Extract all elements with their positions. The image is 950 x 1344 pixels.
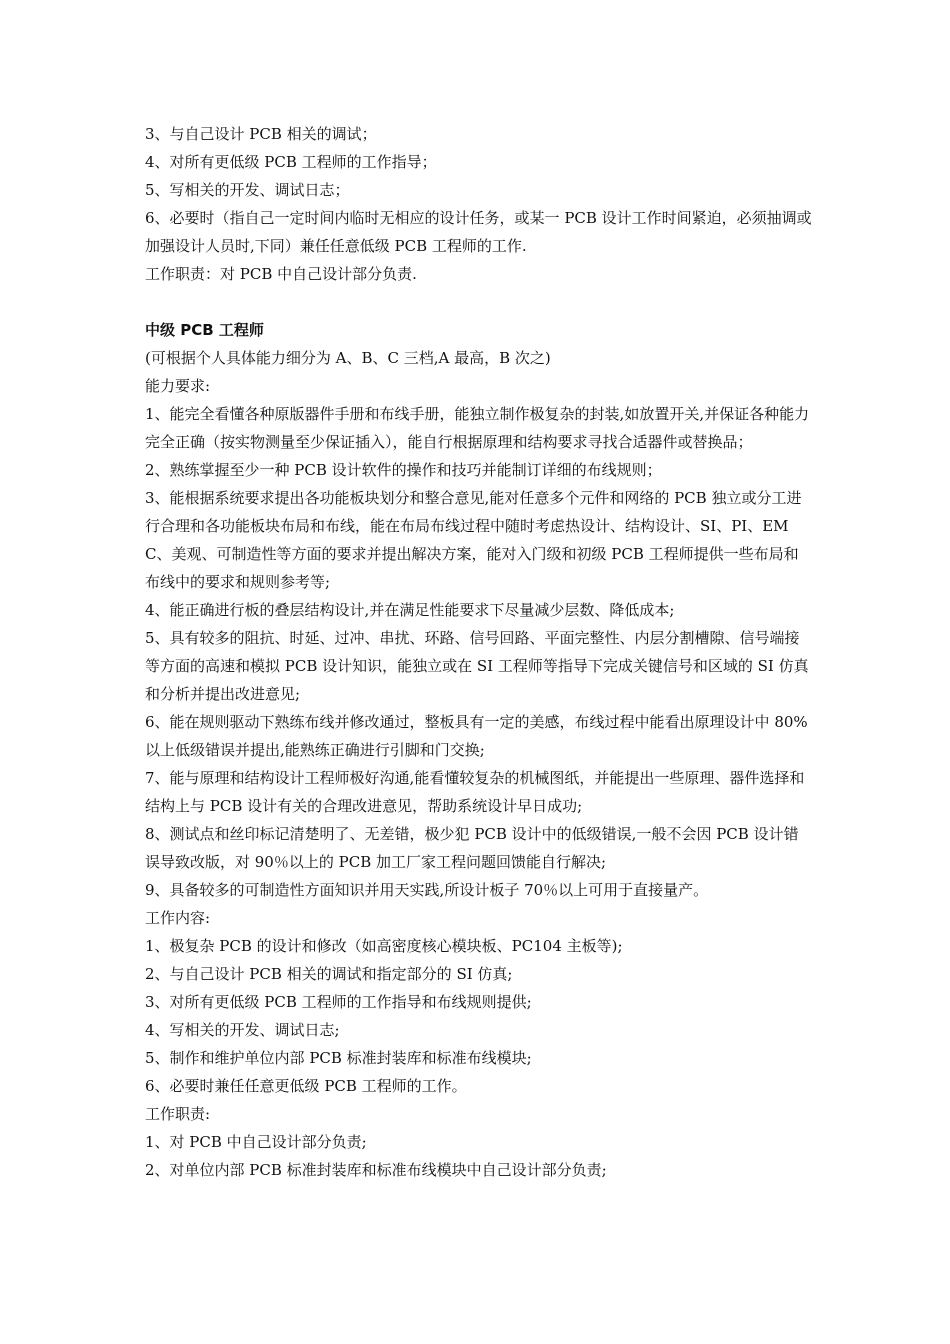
work-item-1: 1、极复杂 PCB 的设计和修改（如高密度核心模块板、PC104 主板等);: [145, 937, 623, 955]
duty-heading: 工作职责:: [145, 1105, 211, 1123]
section-title: 中级 PCB 工程师: [145, 321, 264, 339]
work-item-5: 5、制作和维护单位内部 PCB 标准封装库和标准布线模块;: [145, 1049, 532, 1067]
ability-item-4: 4、能正确进行板的叠层结构设计,并在满足性能要求下尽量减少层数、降低成本;: [145, 601, 675, 619]
ability-item-8: 8、测试点和丝印标记清楚明了、无差错，极少犯 PCB 设计中的低级错误,一般不会因 PCB 设计错误导致改版，对 90％以上的 PCB 加工厂家工程问题回馈能自行解决;: [145, 825, 799, 871]
ability-item-3: 3、能根据系统要求提出各功能板块划分和整合意见,能对任意多个元件和网络的 PCB 独立或分工进行合理和各功能板块布局和布线，能在布局布线过程中随时考虑热设计、结构设计、SI、PI、EMC、美观、可制造性等方面的要求并提出解决方案，能对入门级和初级 PCB 工程师提供一些布局和布线中的要求和规则参考等;: [145, 489, 802, 591]
section-subtitle: (可根据个人具体能力细分为 A、B、C 三档,A 最高，B 次之): [145, 349, 551, 367]
duty-item-1: 1、对 PCB 中自己设计部分负责;: [145, 1133, 367, 1151]
ability-item-7: 7、能与原理和结构设计工程师极好沟通,能看懂较复杂的机械图纸，并能提出一些原理、器件选择和结构上与 PCB 设计有关的合理改进意见，帮助系统设计早日成功;: [145, 769, 805, 815]
prev-item-5: 5、写相关的开发、调试日志；: [145, 181, 350, 199]
ability-item-5: 5、具有较多的阻抗、时延、过冲、串扰、环路、信号回路、平面完整性、内层分割槽隙、信号端接等方面的高速和模拟 PCB 设计知识，能独立或在 SI 工程师等指导下完成关键信号和区域的 SI 仿真和分析并提出改进意见;: [145, 629, 809, 703]
ability-item-6: 6、能在规则驱动下熟练布线并修改通过，整板具有一定的美感，布线过程中能看出原理设计中 80%以上低级错误并提出,能熟练正确进行引脚和门交换;: [145, 713, 808, 759]
ability-heading: 能力要求:: [145, 377, 211, 395]
prev-item-3: 3、与自己设计 PCB 相关的调试；: [145, 125, 377, 143]
ability-item-2: 2、熟练掌握至少一种 PCB 设计软件的操作和技巧并能制订详细的布线规则；: [145, 461, 662, 479]
duty-item-2: 2、对单位内部 PCB 标准封装库和标准布线模块中自己设计部分负责;: [145, 1161, 607, 1179]
work-item-2: 2、与自己设计 PCB 相关的调试和指定部分的 SI 仿真;: [145, 965, 513, 983]
ability-item-1: 1、能完全看懂各种原版器件手册和布线手册，能独立制作极复杂的封装,如放置开关,并保证各种能力完全正确（按实物测量至少保证插入），能自行根据原理和结构要求寻找合适器件或替换品；: [145, 405, 810, 451]
work-item-6: 6、必要时兼任任意更低级 PCB 工程师的工作。: [145, 1077, 467, 1095]
ability-item-9: 9、具备较多的可制造性方面知识并用天实践,所设计板子 70％以上可用于直接量产。: [145, 881, 709, 899]
work-heading: 工作内容:: [145, 909, 211, 927]
prev-responsibility: 工作职责：对 PCB 中自己设计部分负责.: [145, 265, 417, 283]
work-item-3: 3、对所有更低级 PCB 工程师的工作指导和布线规则提供;: [145, 993, 532, 1011]
document-page: [145, 120, 813, 1184]
paragraph-gap: [145, 288, 813, 316]
work-item-4: 4、写相关的开发、调试日志;: [145, 1021, 340, 1039]
prev-item-6: 6、必要时（指自己一定时间内临时无相应的设计任务，或某一 PCB 设计工作时间紧迫，必须抽调或加强设计人员时,下同）兼任任意低级 PCB 工程师的工作.: [145, 209, 812, 255]
prev-item-4: 4、对所有更低级 PCB 工程师的工作指导；: [145, 153, 437, 171]
